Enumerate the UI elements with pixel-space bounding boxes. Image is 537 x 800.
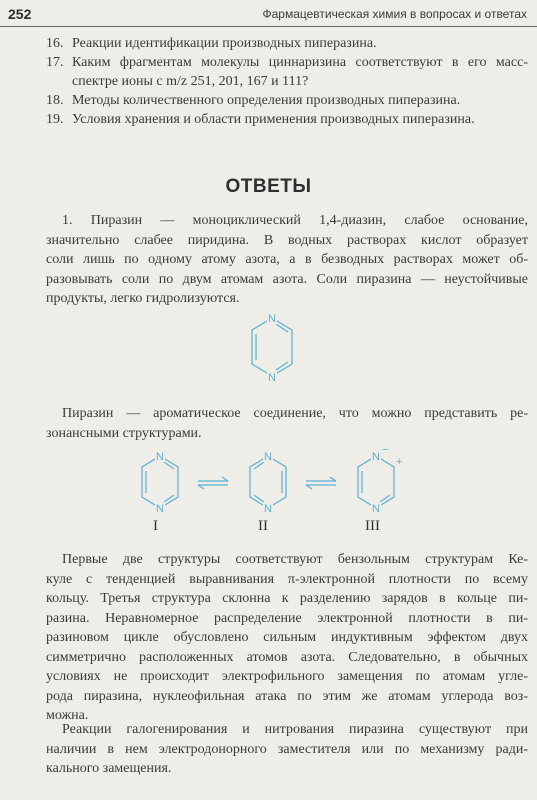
- question-number: 18.: [46, 93, 64, 108]
- text-line: Пиразин — ароматическое соединение, что можно представить ре-: [62, 406, 528, 421]
- text-line: значительно слабее пиридина. В водных растворах кислот образует: [46, 232, 528, 248]
- text-line: разина. Неравномерное распределение электронной плотности в пи-: [46, 610, 528, 626]
- text-line: можна.: [46, 708, 89, 723]
- resonance-diagram: [120, 448, 537, 538]
- question-item: [46, 53, 528, 91]
- running-title: Фармацевтическая химия в вопросах и ответах: [262, 7, 527, 21]
- question-text: Реакции идентификации производных пиперазина.: [72, 36, 377, 51]
- nitrogen-label: N: [268, 313, 276, 325]
- question-number: 17.: [46, 55, 64, 70]
- question-number: 16.: [46, 36, 64, 51]
- text-line: разиновом цикле обусловлено сильным индуктивным эффектом двух: [46, 630, 528, 645]
- text-line: рода пиразина, нуклеофильная атака по этим же атомам углерода воз-: [46, 688, 528, 704]
- question-number: 19.: [46, 112, 64, 127]
- equilibrium-arrow: [198, 477, 228, 489]
- negative-charge: −: [382, 448, 389, 456]
- answer-paragraph-1: [46, 211, 528, 309]
- answer-paragraph-4: [46, 720, 528, 779]
- text-line: зонансными структурами.: [46, 425, 202, 441]
- question-text: Методы количественного определения производных пиперазина.: [72, 93, 461, 108]
- nitrogen-label: N: [268, 372, 276, 384]
- nitrogen-label: N: [372, 451, 380, 463]
- text-line: симметрично расположенных атомов азота. Следовательно, в обычных: [46, 649, 528, 665]
- page-number: 252: [8, 6, 32, 22]
- structure-label-2: II: [258, 518, 268, 534]
- positive-charge: +: [396, 456, 403, 468]
- text-line: Реакции галогенирования и нитрования пиразина существуют при: [62, 722, 528, 737]
- answer-paragraph-3: [46, 550, 528, 726]
- structure-label-1: I: [153, 518, 158, 534]
- pyrazine-ring-diagram: [242, 312, 302, 392]
- text-line: куле с тенденцией выравнивания π-электронной плотности по всему: [46, 571, 528, 587]
- text-line: Первые две структуры соответствуют бензольным структурам Ке-: [62, 552, 528, 567]
- answer-paragraph-2: [46, 404, 528, 443]
- nitrogen-label: N: [264, 503, 272, 515]
- text-line: 1. Пиразин — моноциклический 1,4-диазин, слабое основание,: [62, 213, 528, 228]
- text-line: разовывать соли по двум атомам азота. Соли пиразина — неустойчивые: [46, 271, 528, 287]
- structure-label-3: III: [365, 518, 380, 534]
- resonance-structure-2: [250, 450, 286, 515]
- question-text: Каким фрагментам молекулы циннаризина соответствуют в его масс-спектре ионы с m/z 251, 201, 167 и 111?: [72, 55, 528, 89]
- text-line: наличии в нем электродонорного заместителя или по механизму ради-: [46, 741, 528, 757]
- resonance-structure-1: [142, 450, 178, 515]
- page-header: [0, 0, 537, 30]
- nitrogen-label: N: [156, 503, 164, 515]
- text-line: соли лишь по одному атому азота, а в безводных растворах может об-: [46, 252, 528, 267]
- nitrogen-label: N: [264, 451, 272, 463]
- text-line: кального замещения.: [46, 761, 172, 776]
- resonance-structure-3: [358, 448, 402, 515]
- answers-heading: ОТВЕТЫ: [225, 176, 312, 197]
- question-list: [46, 34, 528, 129]
- equilibrium-arrow: [306, 477, 336, 489]
- question-item: [46, 110, 528, 129]
- text-line: кольцу. Третья структура склонна к разделению зарядов в кольце пи-: [46, 591, 528, 606]
- text-line: продукты, легко гидролизуются.: [46, 291, 240, 306]
- nitrogen-label: N: [372, 503, 380, 515]
- text-line: условиях не происходит электрофильного замещения по атомам угле-: [46, 669, 528, 684]
- question-text: Условия хранения и области применения производных пиперазина.: [72, 112, 475, 127]
- header-rule: [0, 26, 537, 27]
- nitrogen-label: N: [156, 451, 164, 463]
- question-item: [46, 91, 528, 110]
- question-item: [46, 34, 528, 53]
